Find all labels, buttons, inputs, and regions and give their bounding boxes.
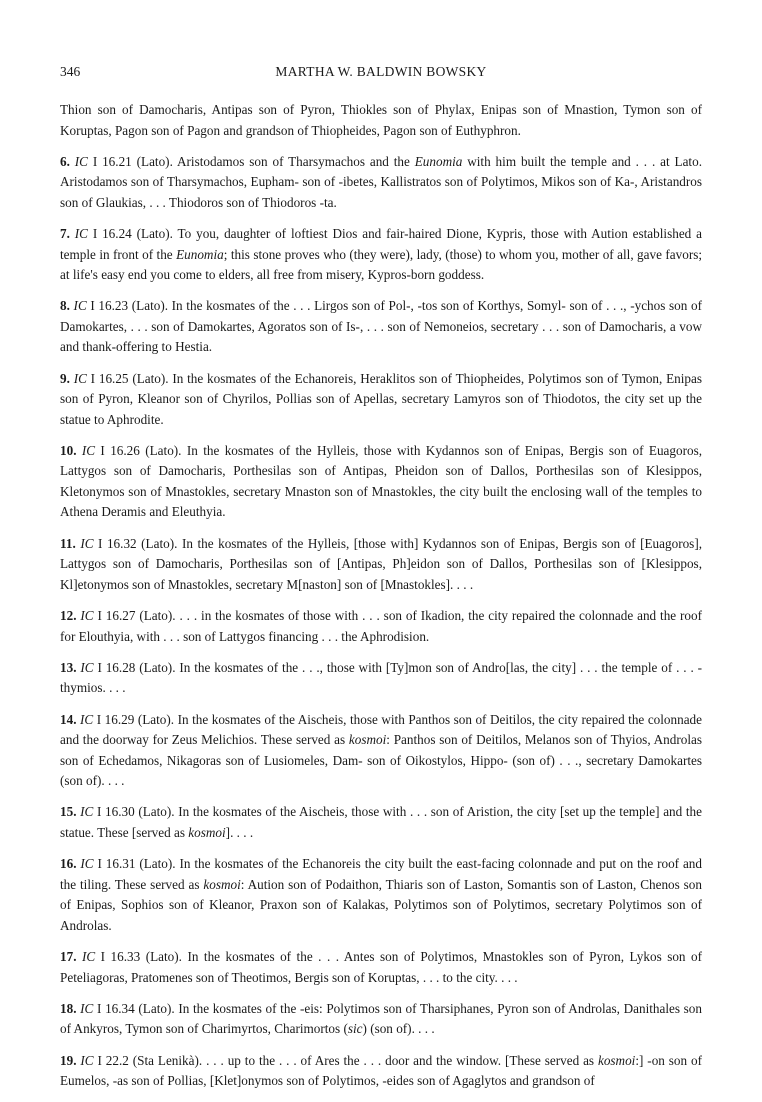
italic-term: sic: [347, 1021, 363, 1037]
corpus-ref: IC: [80, 1052, 94, 1068]
entry-text: I 16.25 (Lato). In the kosmates of the Echanoreis, Heraklitos son of Thiopheides, Polytimos son of Tymon, Enipas son of Pyron, Kleanor son of Chyrilos, Pollias son of Apellas, secretary Lamyros son of Thiodotos, the city set up the statue to Aphrodite.: [60, 370, 703, 427]
entry-15: [60, 802, 702, 843]
entry-text: with him built the temple and . . . at Lato. Aristodamos son of Tharsymachos, Eupham- son of -ibetes, Kallistratos son of Polytimos, Mikos son of Ka-, Aristandros son of Glaukias, . . . Thiodoros son of Thiodoros -ta.: [60, 153, 702, 210]
entry-text: I 16.26 (Lato). In the kosmates of the Hylleis, those with Kydannos son of Enipas, Bergis son of Euagoros, Lattygos son of Damocharis, Porthesilas son of Antipas, Pheidon son of Dallos, Porthesilas son of Klesippos, Kletonymos son of Mnastokles, secretary Mnaston son of Mnastokles, the city built the enclosing wall of the temples to Athena Deramis and Eleuthyia.: [60, 442, 702, 520]
corpus-ref: IC: [80, 608, 94, 624]
entry-13: [60, 658, 702, 699]
entry-14: [60, 710, 702, 792]
entry-number: 10.: [60, 442, 77, 458]
entry-number: 7.: [60, 226, 70, 242]
page-header: [60, 62, 702, 86]
corpus-ref: IC: [80, 535, 94, 551]
entry-18: [60, 999, 702, 1040]
entry-number: 17.: [60, 949, 77, 965]
entry-text: I 16.21 (Lato). Aristodamos son of Tharsymachos and the: [87, 153, 415, 169]
entry-number: 8.: [60, 298, 70, 314]
corpus-ref: IC: [73, 370, 87, 386]
document-page: [60, 62, 702, 1102]
entry-text: ) (son of). . . .: [362, 1021, 435, 1037]
corpus-ref: IC: [81, 949, 96, 965]
entry-number: 18.: [60, 1000, 77, 1016]
entry-8: [60, 296, 702, 358]
entry-number: 12.: [60, 608, 77, 624]
entry-number: 16.: [60, 856, 77, 872]
corpus-ref: IC: [80, 856, 94, 872]
entry-number: 11.: [60, 535, 76, 551]
entry-text: I 16.28 (Lato). In the kosmates of the . . ., those with [Ty]mon son of Andro[las, the city] . . . the temple of . . . -thymios. . . .: [60, 659, 703, 696]
entry-text: I 16.23 (Lato). In the kosmates of the . . . Lirgos son of Pol-, -tos son of Korthys, Somyl- son of . . ., -ychos son of Damokartes, . . . son of Damokartes, Agoratos son of Is-, . . . son of Nemoneios, secretary . . . son of Damocharis, a vow and thank-offering to Hestia.: [60, 298, 702, 355]
corpus-ref: IC: [80, 659, 94, 675]
entry-text: I 16.33 (Lato). In the kosmates of the . . . Antes son of Polytimos, Mnastokles son of Pyron, Lykos son of Peteliagoras, Pratomenes son of Theotimos, Bergis son of Koruptas, . . . to the city. . . .: [60, 949, 703, 985]
running-head: MARTHA W. BALDWIN BOWSKY: [275, 64, 487, 79]
entry-text: :] -on son of Eumelos, -as son of Pollias, [Klet]onymos son of Polytimos, -eides son of Agaglytos and grandson of: [60, 1052, 702, 1089]
corpus-ref: IC: [80, 804, 94, 820]
entry-number: 15.: [60, 804, 77, 820]
entry-7: [60, 224, 702, 286]
italic-term: kosmoi: [348, 732, 387, 748]
entry-19: [60, 1051, 702, 1092]
entry-text: I 22.2 (Sta Lenikà). . . . up to the . . . of Ares the . . . door and the window. [These served as: [93, 1052, 598, 1068]
italic-term: Eunomia: [176, 246, 224, 262]
entry-text: I 16.31 (Lato). In the kosmates of the Echanoreis the city built the east-facing colonnade and put on the roof and the tiling. These served as: [60, 856, 702, 892]
corpus-ref: IC: [80, 1000, 94, 1016]
entry-16: [60, 854, 702, 936]
entry-text: I 16.27 (Lato). . . . in the kosmates of those with . . . son of Ikadion, the city repaired the colonnade and the roof for Elouthyia, with . . . son of Lattygos financing . . . the Aphrodision.: [60, 608, 703, 644]
italic-term: kosmoi: [188, 824, 226, 840]
entry-6: [60, 152, 702, 214]
entry-10: [60, 441, 702, 523]
entry-12: [60, 606, 702, 647]
corpus-ref: IC: [81, 442, 96, 458]
corpus-ref: IC: [74, 153, 88, 169]
entry-text: : Panthos son of Deitilos, Melanos son of Thyios, Androlas son of Echedamos, Nikagoras son of Lusiomeles, Dam- son of Oikostylos, Hippo- (son of) . . ., secretary Damokartes (son of). . . .: [60, 732, 702, 789]
entry-text: I 16.32 (Lato). In the kosmates of the Hylleis, [those with] Kydannos son of Enipas, Bergis son of [Euagoros], Lattygos son of Damocharis, Porthesilas son of [Antipas, Ph]eidon son of Dallos, Porthesilas son of [Klesippos, Kl]etonymos son of Mnastokles, secretary M[naston] son of [Mnastokles]. . . .: [60, 535, 703, 592]
entry-9: [60, 369, 702, 431]
entry-number: 19.: [60, 1052, 77, 1068]
italic-term: kosmoi: [203, 876, 241, 892]
page-number: 346: [60, 64, 81, 79]
italic-term: Eunomia: [414, 153, 463, 169]
entry-text: I 16.29 (Lato). In the kosmates of the Aischeis, those with Panthos son of Deitilos, the city repaired the colonnade and the doorway for Zeus Melichios. These served as: [60, 711, 703, 748]
corpus-ref: IC: [73, 298, 87, 314]
entry-text: I 16.30 (Lato). In the kosmates of the Aischeis, those with . . . son of Aristion, the city [set up the temple] and the statue. These [served as: [60, 804, 703, 840]
continuation-paragraph: Thion son of Damocharis, Antipas son of Pyron, Thiokles son of Phylax, Enipas son of Mnastion, Tymon son of Koruptas, Pagon son of Pagon and grandson of Thiopheides, Pagon son of Euthyphron.: [60, 102, 702, 138]
corpus-ref: IC: [74, 226, 88, 242]
entry-text: I 16.34 (Lato). In the kosmates of the -eis: Polytimos son of Tharsiphanes, Pyron son of Androlas, Danithales son of Ankyros, Tymon son of Charimyrtos, Charimortos (: [60, 1000, 702, 1037]
entry-number: 9.: [60, 370, 70, 386]
entry-text: : Aution son of Podaithon, Thiaris son of Laston, Somantis son of Laston, Chenos son of Enipas, Sophios son of Kleanor, Praxon son of Kalakas, Polytimos son of Polytimos, secretary Polytimos son of Androlas.: [60, 876, 702, 933]
corpus-ref: IC: [80, 711, 94, 727]
italic-term: kosmoi: [597, 1052, 636, 1068]
entry-text: ; this stone proves who (they were), lady, (those) to whom you, mother of all, gave favors; at life's easy end you come to elders, all free from misery, Kypros-born goddess.: [60, 246, 703, 283]
entry-11: [60, 534, 702, 596]
entry-17: [60, 947, 702, 988]
entry-number: 13.: [60, 659, 77, 675]
entry-text: I 16.24 (Lato). To you, daughter of loftiest Dios and fair-haired Dione, Kypris, those with Aution established a temple in front of the: [60, 226, 702, 262]
entry-text: ]. . . .: [225, 824, 254, 840]
entry-number: 14.: [60, 711, 77, 727]
entry-number: 6.: [60, 153, 70, 169]
